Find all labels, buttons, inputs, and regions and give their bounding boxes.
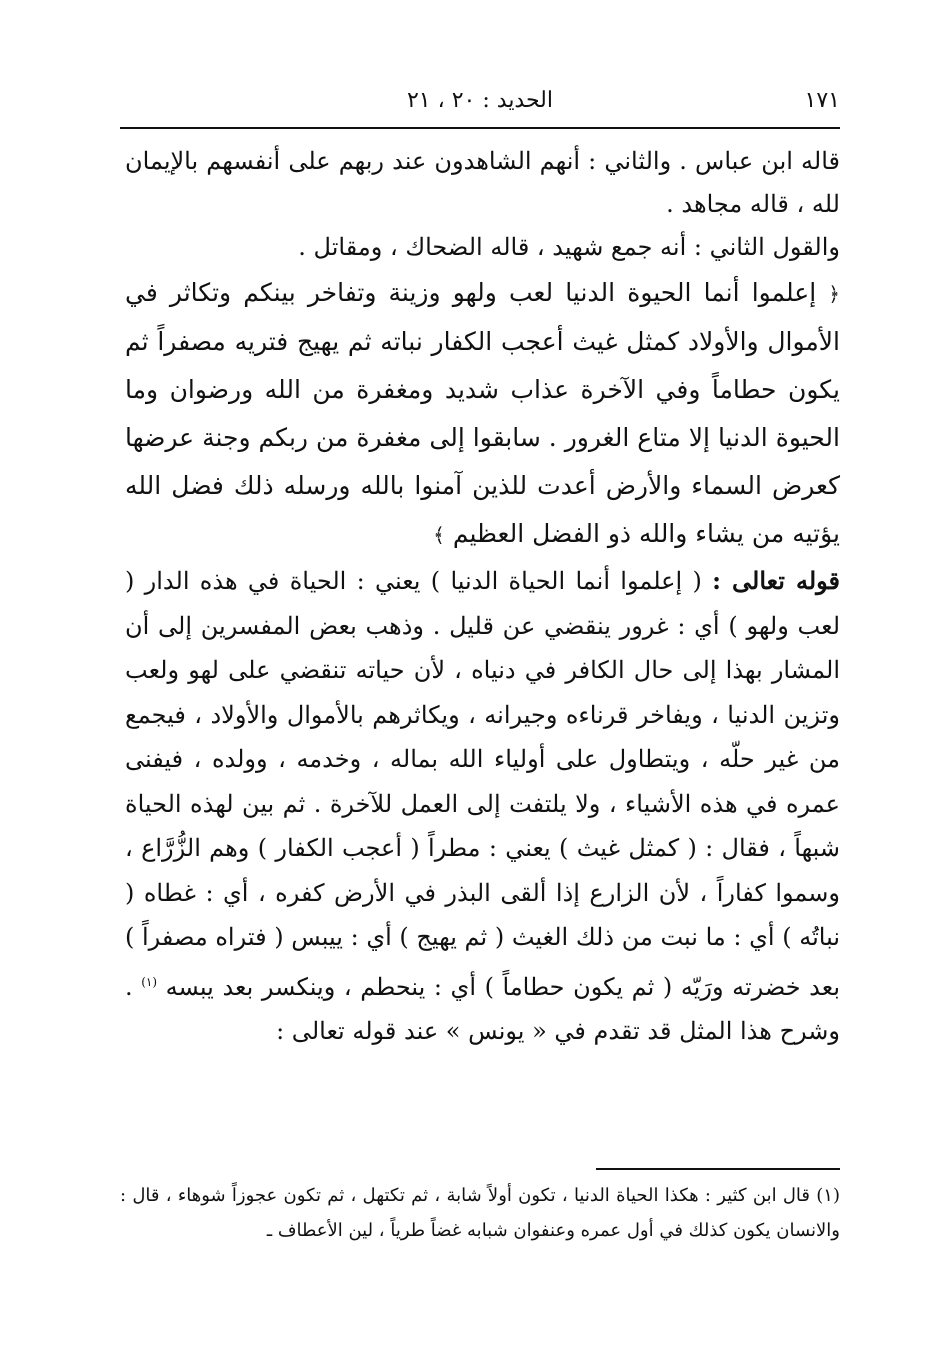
intro-paragraph: قاله ابن عباس . والثاني : أنهم الشاهدون عند ربهم على أنفسهم بالإيمان لله ، قاله مجاهد . [125,147,840,218]
footnote-reference: (١) [141,974,158,989]
header-rule [120,127,840,129]
second-opinion-paragraph: والقول الثاني : أنه جمع شهيد ، قاله الضحاك ، ومقاتل . [298,233,840,261]
page-number: ١٧١ [804,88,840,113]
footnote: (١) قال ابن كثير : هكذا الحياة الدنيا ، تكون أولاً شابة ، ثم تكتهل ، ثم تكون عجوزاً شوهاء ، قال : والانسان يكون كذلك في أول عمره وعنفوان شبابه غضاً طرياً ، لين الأعطاف ـ [120,1185,840,1241]
quran-verse-block [125,269,840,559]
tafsir-body-2: . وشرح هذا المثل قد تقدم في « يونس » عند قوله تعالى : [125,972,840,1045]
verse-close-ornament: ﴾ [433,523,445,547]
main-text [125,140,840,1054]
tafsir-lead: قوله تعالى : [712,566,841,595]
verse-open-ornament: ﴿ [828,282,840,306]
tafsir-body-1: ( إعلموا أنما الحياة الدنيا ) يعني : الحياة في هذه الدار ( لعب ولهو ) أي : غرور ينقضي عن قليل . وذهب بعض المفسرين إلى أن المشار بهذا إلى حال الكافر في دنياه ، لأن حياته تنقضي على لهو ولعب وتزين الدنيا ، ويفاخر قرناءه وجيرانه ، ويكاثرهم بالأموال والأولاد ، فيجمع من غير حلّه ، ويتطاول على أولياء الله بماله ، وخدمه ، وولده ، فيفنى عمره في هذه الأشياء ، ولا يلتفت إلى العمل للآخرة . ثم بين لهذه الحياة شبهاً ، فقال : ( كمثل غيث ) يعني : مطراً ( أعجب الكفار ) وهم الزُّرَّاع ، وسموا كفاراً ، لأن الزارع إذا ألقى البذر في الأرض كفره ، أي : غطاه ( نباتُه ) أي : ما نبت من ذلك الغيث ( ثم يهيج ) أي : ييبس ( فتراه مصفراً ) بعد خضرته ورَيّه ( ثم يكون حطاماً ) أي : ينحطم ، وينكسر بعد يبسه [125,567,840,1001]
running-title: الحديد : ٢٠ ، ٢١ [406,88,554,113]
page-header [120,82,840,122]
verse-text: إعلموا أنما الحيوة الدنيا لعب ولهو وزينة وتفاخر بينكم وتكاثر في الأموال والأولاد كمثل غيث أعجب الكفار نباته ثم يهيج فتريه مصفراً ثم يكون حطاماً وفي الآخرة عذاب شديد ومغفرة من الله ورضوان وما الحيوة الدنيا إلا متاع الغرور . سابقوا إلى مغفرة من ربكم وجنة عرضها كعرض السماء والأرض أعدت للذين آمنوا بالله ورسله ذلك فضل الله يؤتيه من يشاء والله ذو الفضل العظيم [125,278,840,548]
footnote-rule [596,1168,840,1170]
tafsir-paragraph [125,559,840,1054]
